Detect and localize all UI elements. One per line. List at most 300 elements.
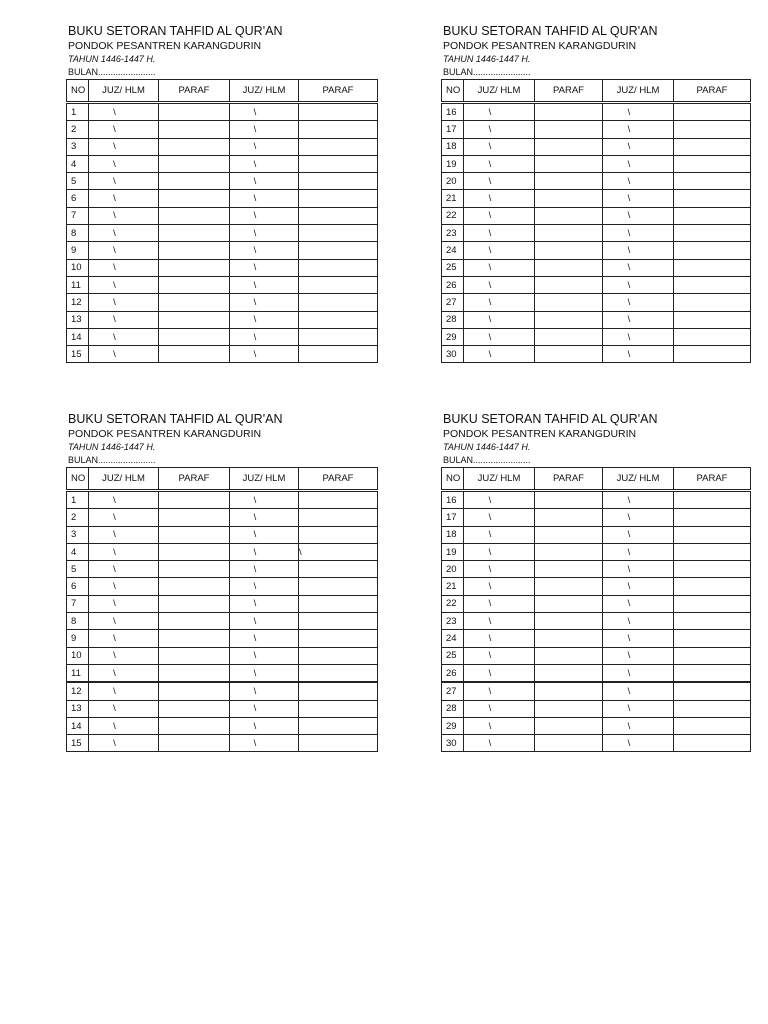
table-row [442,242,751,259]
row-number: 6 [67,578,89,595]
paraf-cell [674,664,751,682]
paraf-cell [674,225,751,242]
paraf-cell [535,259,603,276]
paraf-cell [299,613,378,630]
juz-hlm-cell: \ [230,225,299,242]
juz-hlm-cell: \ [89,346,159,363]
table-row [442,190,751,207]
paraf-cell [299,700,378,717]
card-subtitle: PONDOK PESANTREN KARANGDURIN [68,40,262,52]
row-number: 18 [442,138,464,155]
paraf-cell [674,138,751,155]
row-number: 12 [67,294,89,311]
juz-hlm-cell: \ [603,207,674,224]
paraf-cell [299,121,378,138]
row-number: 9 [67,630,89,647]
paraf-cell [674,242,751,259]
juz-hlm-cell: \ [464,276,535,293]
card-title: BUKU SETORAN TAHFID AL QUR'AN [68,412,283,426]
row-number: 17 [442,121,464,138]
juz-hlm-cell: \ [464,346,535,363]
paraf-cell [674,630,751,647]
paraf-cell [674,346,751,363]
juz-hlm-cell: \ [464,328,535,345]
juz-hlm-cell: \ [230,328,299,345]
row-number: 19 [442,543,464,560]
card-top-left [68,24,378,363]
juz-hlm-cell: \ [89,613,159,630]
juz-hlm-cell: \ [230,242,299,259]
juz-hlm-cell: \ [603,647,674,664]
paraf-cell [535,647,603,664]
juz-hlm-cell: \ [89,294,159,311]
paraf-cell [535,138,603,155]
paraf-cell [299,630,378,647]
paraf-cell [299,526,378,543]
table-row [442,328,751,345]
paraf-cell [299,595,378,612]
table-row [67,491,378,509]
juz-hlm-cell: \ [89,491,159,509]
table-row [442,207,751,224]
row-number: 5 [67,173,89,190]
paraf-cell [299,346,378,363]
row-number: 7 [67,595,89,612]
paraf-cell [535,682,603,700]
table-row [67,700,378,717]
table-row [442,682,751,700]
paraf-cell [159,543,230,560]
juz-hlm-cell: \ [230,103,299,121]
juz-hlm-cell: \ [603,242,674,259]
card-year: TAHUN 1446-1447 H. [443,54,531,64]
row-number: 12 [67,682,89,700]
juz-hlm-cell: \ [89,328,159,345]
paraf-cell [159,346,230,363]
row-number: 25 [442,259,464,276]
paraf-cell: \ [299,543,378,560]
paraf-cell [159,526,230,543]
header-juz-hlm: JUZ/ HLM [230,468,299,491]
paraf-cell [159,630,230,647]
table-row [442,276,751,293]
table-row [442,259,751,276]
deposit-table [66,467,378,752]
paraf-cell [674,682,751,700]
paraf-cell [299,328,378,345]
row-number: 20 [442,561,464,578]
header-paraf: PARAF [159,80,230,103]
table-row [442,613,751,630]
row-number: 28 [442,311,464,328]
row-number: 30 [442,346,464,363]
table-body [67,491,378,752]
paraf-cell [674,717,751,734]
table-row [442,509,751,526]
row-number: 10 [67,647,89,664]
juz-hlm-cell: \ [464,259,535,276]
juz-hlm-cell: \ [603,311,674,328]
juz-hlm-cell: \ [603,700,674,717]
header-paraf: PARAF [299,468,378,491]
table-body [67,103,378,363]
juz-hlm-cell: \ [230,276,299,293]
row-number: 20 [442,173,464,190]
juz-hlm-cell: \ [89,509,159,526]
row-number: 19 [442,155,464,172]
paraf-cell [674,294,751,311]
header-no: NO [67,468,89,491]
juz-hlm-cell: \ [230,311,299,328]
table-row [442,647,751,664]
paraf-cell [299,311,378,328]
paraf-cell [535,190,603,207]
row-number: 9 [67,242,89,259]
paraf-cell [159,121,230,138]
juz-hlm-cell: \ [89,173,159,190]
juz-hlm-cell: \ [464,242,535,259]
juz-hlm-cell: \ [464,543,535,560]
juz-hlm-cell: \ [603,613,674,630]
paraf-cell [299,294,378,311]
juz-hlm-cell: \ [230,682,299,700]
juz-hlm-cell: \ [89,561,159,578]
row-number: 7 [67,207,89,224]
row-number: 8 [67,613,89,630]
table-body [442,103,751,363]
row-number: 2 [67,509,89,526]
juz-hlm-cell: \ [89,664,159,682]
row-number: 11 [67,664,89,682]
header-no: NO [67,80,89,103]
paraf-cell [159,735,230,752]
juz-hlm-cell: \ [603,138,674,155]
row-number: 18 [442,526,464,543]
juz-hlm-cell: \ [89,578,159,595]
paraf-cell [159,700,230,717]
table-row [67,735,378,752]
header-paraf: PARAF [535,80,603,103]
juz-hlm-cell: \ [230,207,299,224]
row-number: 23 [442,225,464,242]
paraf-cell [535,103,603,121]
table-row [442,225,751,242]
juz-hlm-cell: \ [603,328,674,345]
row-number: 17 [442,509,464,526]
header-paraf: PARAF [299,80,378,103]
paraf-cell [535,700,603,717]
paraf-cell [674,509,751,526]
paraf-cell [674,259,751,276]
card-title: BUKU SETORAN TAHFID AL QUR'AN [443,412,658,426]
row-number: 29 [442,717,464,734]
juz-hlm-cell: \ [603,735,674,752]
paraf-cell [299,561,378,578]
deposit-table [441,467,751,752]
card-bottom-right [443,412,751,752]
row-number: 13 [67,700,89,717]
header-no: NO [442,468,464,491]
table-row [442,346,751,363]
table-row [67,190,378,207]
paraf-cell [535,526,603,543]
card-title: BUKU SETORAN TAHFID AL QUR'AN [443,24,658,38]
paraf-cell [159,259,230,276]
table-row [67,225,378,242]
paraf-cell [299,207,378,224]
paraf-cell [674,613,751,630]
juz-hlm-cell: \ [230,647,299,664]
paraf-cell [159,311,230,328]
juz-hlm-cell: \ [89,259,159,276]
paraf-cell [299,509,378,526]
juz-hlm-cell: \ [464,664,535,682]
juz-hlm-cell: \ [89,121,159,138]
row-number: 14 [67,328,89,345]
paraf-cell [535,630,603,647]
juz-hlm-cell: \ [464,190,535,207]
juz-hlm-cell: \ [603,630,674,647]
row-number: 24 [442,630,464,647]
paraf-cell [159,664,230,682]
table-row [67,276,378,293]
row-number: 16 [442,491,464,509]
table-row [67,103,378,121]
paraf-cell [674,173,751,190]
row-number: 10 [67,259,89,276]
paraf-cell [299,259,378,276]
header-no: NO [442,80,464,103]
paraf-cell [535,173,603,190]
juz-hlm-cell: \ [464,311,535,328]
table-row [67,595,378,612]
table-row [67,526,378,543]
paraf-cell [674,328,751,345]
juz-hlm-cell: \ [230,630,299,647]
paraf-cell [159,173,230,190]
paraf-cell [159,613,230,630]
paraf-cell [159,717,230,734]
juz-hlm-cell: \ [603,103,674,121]
card-month-line: BULAN....................... [443,455,531,465]
table-row [442,595,751,612]
paraf-cell [299,682,378,700]
juz-hlm-cell: \ [464,138,535,155]
juz-hlm-cell: \ [230,664,299,682]
paraf-cell [535,717,603,734]
row-number: 14 [67,717,89,734]
paraf-cell [159,491,230,509]
card-title: BUKU SETORAN TAHFID AL QUR'AN [68,24,283,38]
table-row [442,173,751,190]
row-number: 27 [442,682,464,700]
paraf-cell [674,735,751,752]
paraf-cell [159,138,230,155]
row-number: 1 [67,491,89,509]
table-row [67,630,378,647]
paraf-cell [535,225,603,242]
table-row [67,294,378,311]
juz-hlm-cell: \ [464,294,535,311]
paraf-cell [535,155,603,172]
paraf-cell [674,121,751,138]
paraf-cell [674,595,751,612]
paraf-cell [535,561,603,578]
juz-hlm-cell: \ [230,491,299,509]
juz-hlm-cell: \ [89,682,159,700]
table-row [442,630,751,647]
row-number: 21 [442,190,464,207]
row-number: 27 [442,294,464,311]
juz-hlm-cell: \ [603,346,674,363]
juz-hlm-cell: \ [603,173,674,190]
juz-hlm-cell: \ [230,121,299,138]
juz-hlm-cell: \ [603,491,674,509]
table-row [67,543,378,560]
juz-hlm-cell: \ [464,103,535,121]
paraf-cell [535,664,603,682]
juz-hlm-cell: \ [89,647,159,664]
juz-hlm-cell: \ [464,578,535,595]
juz-hlm-cell: \ [230,526,299,543]
paraf-cell [299,103,378,121]
header-juz-hlm: JUZ/ HLM [89,80,159,103]
row-number: 5 [67,561,89,578]
paraf-cell [299,242,378,259]
juz-hlm-cell: \ [230,561,299,578]
paraf-cell [299,578,378,595]
juz-hlm-cell: \ [230,173,299,190]
juz-hlm-cell: \ [89,526,159,543]
paraf-cell [159,294,230,311]
paraf-cell [535,121,603,138]
table-row [442,138,751,155]
paraf-cell [674,561,751,578]
paraf-cell [535,613,603,630]
table-row [442,664,751,682]
juz-hlm-cell: \ [464,700,535,717]
header-paraf: PARAF [535,468,603,491]
juz-hlm-cell: \ [603,276,674,293]
paraf-cell [299,190,378,207]
row-number: 25 [442,647,464,664]
row-number: 26 [442,664,464,682]
table-row [442,561,751,578]
paraf-cell [159,190,230,207]
header-paraf: PARAF [159,468,230,491]
juz-hlm-cell: \ [603,561,674,578]
juz-hlm-cell: \ [464,491,535,509]
juz-hlm-cell: \ [230,138,299,155]
paraf-cell [674,155,751,172]
juz-hlm-cell: \ [603,543,674,560]
table-row [67,664,378,682]
header-paraf: PARAF [674,80,751,103]
card-top-right [443,24,751,363]
juz-hlm-cell: \ [230,346,299,363]
card-subtitle: PONDOK PESANTREN KARANGDURIN [68,428,262,440]
juz-hlm-cell: \ [464,526,535,543]
juz-hlm-cell: \ [603,121,674,138]
juz-hlm-cell: \ [89,155,159,172]
juz-hlm-cell: \ [603,664,674,682]
juz-hlm-cell: \ [464,717,535,734]
deposit-table [441,79,751,363]
table-row [442,155,751,172]
paraf-cell [674,276,751,293]
table-row [67,259,378,276]
table-row [67,613,378,630]
paraf-cell [674,311,751,328]
card-bottom-left [68,412,378,752]
paraf-cell [159,155,230,172]
paraf-cell [674,578,751,595]
juz-hlm-cell: \ [464,509,535,526]
paraf-cell [674,491,751,509]
table-row [67,138,378,155]
paraf-cell [159,578,230,595]
juz-hlm-cell: \ [230,735,299,752]
header-juz-hlm: JUZ/ HLM [464,80,535,103]
paraf-cell [299,735,378,752]
juz-hlm-cell: \ [464,647,535,664]
row-number: 23 [442,613,464,630]
juz-hlm-cell: \ [464,155,535,172]
juz-hlm-cell: \ [603,294,674,311]
table-body [442,491,751,752]
juz-hlm-cell: \ [89,717,159,734]
juz-hlm-cell: \ [89,700,159,717]
row-number: 28 [442,700,464,717]
juz-hlm-cell: \ [89,103,159,121]
table-row [67,121,378,138]
juz-hlm-cell: \ [230,259,299,276]
juz-hlm-cell: \ [89,735,159,752]
row-number: 22 [442,595,464,612]
paraf-cell [674,526,751,543]
juz-hlm-cell: \ [230,578,299,595]
paraf-cell [159,207,230,224]
paraf-cell [299,138,378,155]
juz-hlm-cell: \ [89,595,159,612]
juz-hlm-cell: \ [230,509,299,526]
paraf-cell [159,242,230,259]
table-row [442,735,751,752]
juz-hlm-cell: \ [464,207,535,224]
card-year: TAHUN 1446-1447 H. [68,442,156,452]
paraf-cell [159,276,230,293]
juz-hlm-cell: \ [89,190,159,207]
table-row [67,561,378,578]
table-row [67,509,378,526]
table-row [442,103,751,121]
paraf-cell [159,682,230,700]
card-subtitle: PONDOK PESANTREN KARANGDURIN [443,428,637,440]
paraf-cell [299,664,378,682]
deposit-table [66,79,378,363]
juz-hlm-cell: \ [603,259,674,276]
header-juz-hlm: JUZ/ HLM [603,468,674,491]
row-number: 16 [442,103,464,121]
paraf-cell [535,276,603,293]
juz-hlm-cell: \ [603,595,674,612]
row-number: 13 [67,311,89,328]
juz-hlm-cell: \ [603,717,674,734]
table-row [442,121,751,138]
table-row [67,155,378,172]
juz-hlm-cell: \ [89,276,159,293]
row-number: 24 [442,242,464,259]
